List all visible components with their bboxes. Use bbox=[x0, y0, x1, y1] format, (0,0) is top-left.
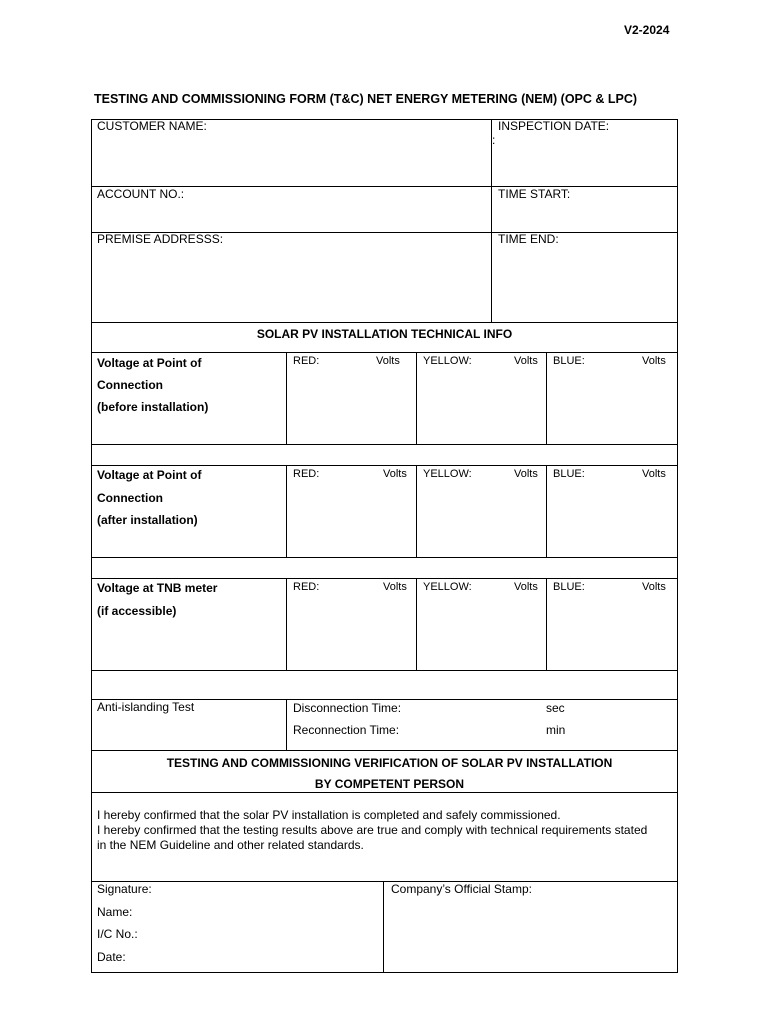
verification-statement: I hereby confirmed that the solar PV installation is completed and safely commissioned. bbox=[97, 808, 561, 822]
version-label: V2-2024 bbox=[624, 23, 670, 37]
customer-name-label: CUSTOMER NAME: bbox=[97, 119, 207, 133]
inspection-date-mark: : bbox=[492, 133, 496, 147]
blue-volts-unit: Volts bbox=[642, 355, 666, 367]
yellow-phase-label: YELLOW: bbox=[423, 468, 472, 480]
time-end-label: TIME END: bbox=[498, 232, 559, 246]
reconnection-unit: min bbox=[546, 723, 566, 737]
verification-statement: I hereby confirmed that the testing results above are true and comply with technical requirements stated bbox=[97, 823, 648, 837]
red-volts-unit: Volts bbox=[383, 581, 407, 593]
blue-volts-unit: Volts bbox=[642, 468, 666, 480]
verification-subtitle: BY COMPETENT PERSON bbox=[314, 777, 465, 791]
company-stamp-label: Company’s Official Stamp: bbox=[391, 882, 532, 896]
yellow-phase-label: YELLOW: bbox=[423, 355, 472, 367]
red-phase-label: RED: bbox=[293, 468, 320, 480]
red-volts-unit: Volts bbox=[376, 355, 400, 367]
yellow-volts-unit: Volts bbox=[514, 355, 538, 367]
reconnection-time-label: Reconnection Time: bbox=[293, 723, 400, 737]
red-phase-label: RED: bbox=[293, 581, 320, 593]
time-start-label: TIME START: bbox=[498, 187, 571, 201]
disconnection-time-label: Disconnection Time: bbox=[293, 701, 402, 715]
ic-no-label: I/C No.: bbox=[97, 927, 138, 941]
blue-phase-label: BLUE: bbox=[553, 468, 585, 480]
voltage-row-label: Connection bbox=[97, 491, 163, 505]
anti-islanding-label: Anti-islanding Test bbox=[97, 700, 195, 714]
voltage-row-label: Voltage at Point of bbox=[97, 468, 202, 482]
voltage-row-label: (if accessible) bbox=[97, 604, 177, 618]
red-phase-label: RED: bbox=[293, 355, 320, 367]
signature-label: Signature: bbox=[97, 882, 152, 896]
yellow-volts-unit: Volts bbox=[514, 581, 538, 593]
blue-volts-unit: Volts bbox=[642, 581, 666, 593]
technical-section-title: SOLAR PV INSTALLATION TECHNICAL INFO bbox=[256, 327, 513, 341]
voltage-row-label: (before installation) bbox=[97, 400, 209, 414]
name-label: Name: bbox=[97, 905, 133, 919]
account-no-label: ACCOUNT NO.: bbox=[97, 187, 185, 201]
yellow-volts-unit: Volts bbox=[514, 468, 538, 480]
date-label: Date: bbox=[97, 950, 126, 964]
form-title: TESTING AND COMMISSIONING FORM (T&C) NET ENERGY METERING (NEM) (OPC & LPC) bbox=[94, 92, 638, 106]
verification-title: TESTING AND COMMISSIONING VERIFICATION OF SOLAR PV INSTALLATION bbox=[166, 756, 613, 770]
voltage-row-label: (after installation) bbox=[97, 513, 198, 527]
voltage-row-label: Connection bbox=[97, 378, 163, 392]
inspection-date-label: INSPECTION DATE: bbox=[498, 119, 610, 133]
verification-statement: in the NEM Guideline and other related standards. bbox=[97, 838, 364, 852]
voltage-row-label: Voltage at Point of bbox=[97, 356, 202, 370]
blue-phase-label: BLUE: bbox=[553, 355, 585, 367]
yellow-phase-label: YELLOW: bbox=[423, 581, 472, 593]
disconnection-unit: sec bbox=[546, 701, 565, 715]
blue-phase-label: BLUE: bbox=[553, 581, 585, 593]
premise-address-label: PREMISE ADDRESSS: bbox=[97, 232, 224, 246]
voltage-row-label: Voltage at TNB meter bbox=[97, 581, 218, 595]
red-volts-unit: Volts bbox=[383, 468, 407, 480]
